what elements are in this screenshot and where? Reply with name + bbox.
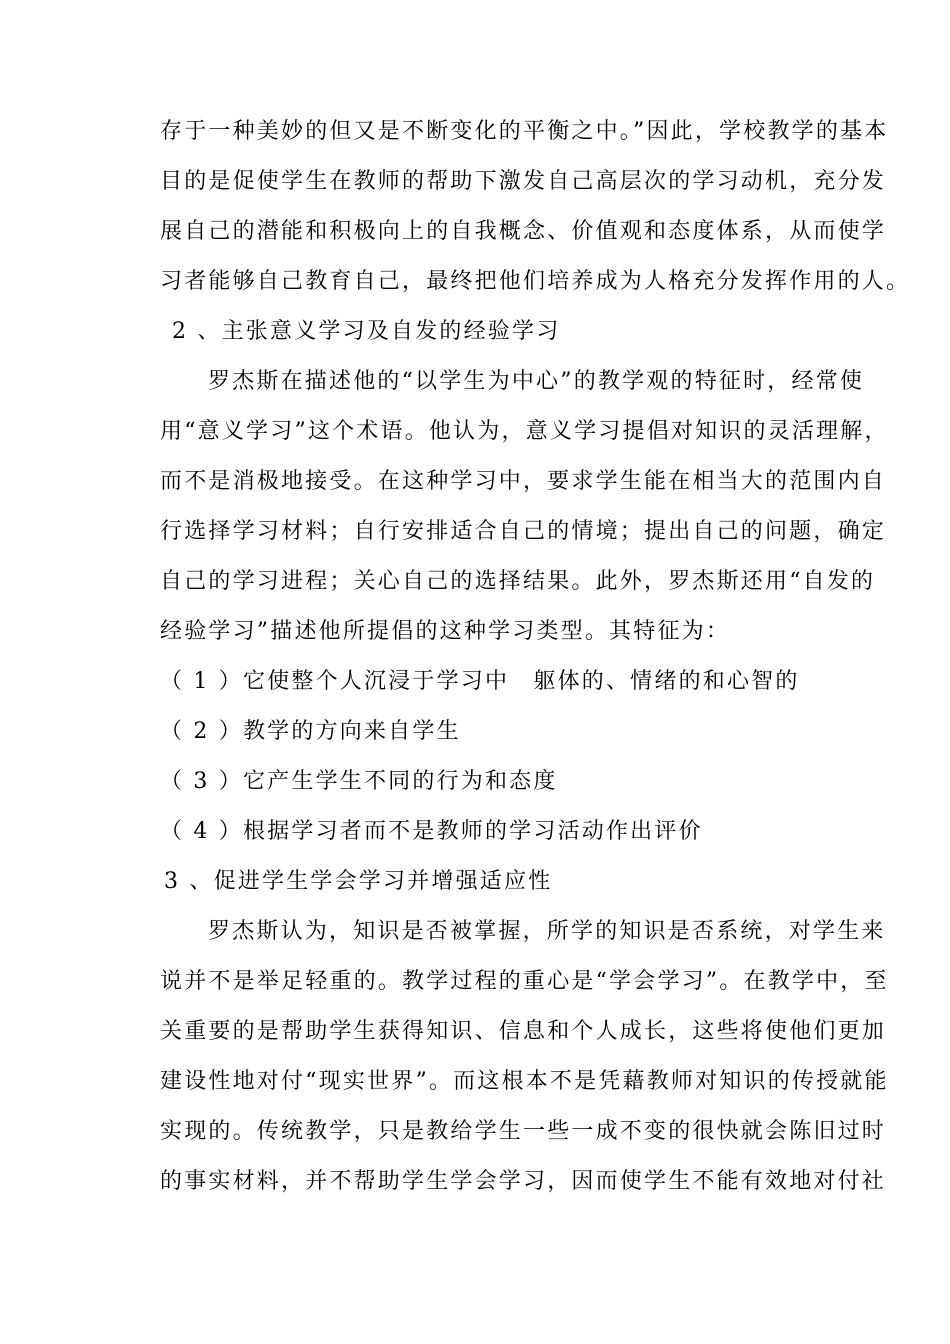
section-heading-2: 2 、主张意义学习及自发的经验学习	[172, 319, 561, 344]
paragraph-1-line: 存于一种美妙的但又是不断变化的平衡之中。”因此，学校教学的基本	[160, 119, 889, 144]
list-item: （ 3 ）它产生学生不同的行为和态度	[160, 769, 558, 794]
list-item: （ 2 ）教学的方向来自学生	[160, 719, 461, 744]
paragraph-3-line: 建设性地对付“现实世界”。而这根本不是凭藉教师对知识的传授就能	[160, 1069, 889, 1094]
paragraph-2-line: 行选择学习材料；自行安排适合自己的情境；提出自己的问题，确定	[160, 519, 887, 544]
list-item: （ 1 ）它使整个人沉浸于学习中 躯体的、情绪的和心智的	[160, 669, 800, 694]
paragraph-2-line: 用“意义学习”这个术语。他认为，意义学习提倡对知识的灵活理解，	[160, 419, 889, 444]
paragraph-1-line: 目的是促使学生在教师的帮助下激发自己高层次的学习动机，充分发	[160, 169, 887, 194]
paragraph-3-line: 说并不是举足轻重的。教学过程的重心是“学会学习”。在教学中，至	[160, 969, 889, 994]
paragraph-2-line: 经验学习”描述他所提倡的这种学习类型。其特征为：	[160, 619, 731, 644]
paragraph-1-line: 展自己的潜能和积极向上的自我概念、价值观和态度体系，从而使学	[160, 219, 887, 244]
paragraph-3-line: 的事实材料，并不帮助学生学会学习，因而使学生不能有效地对付社	[160, 1169, 887, 1194]
paragraph-2-line: 而不是消极地接受。在这种学习中，要求学生能在相当大的范围内自	[160, 469, 887, 494]
paragraph-3-line: 罗杰斯认为，知识是否被掌握，所学的知识是否系统，对学生来	[208, 919, 886, 944]
paragraph-3-line: 关重要的是帮助学生获得知识、信息和个人成长，这些将使他们更加	[160, 1019, 887, 1044]
paragraph-1-line: 习者能够自己教育自己，最终把他们培养成为人格充分发挥作用的人。	[160, 269, 911, 294]
section-heading-3: 3 、促进学生学会学习并增强适应性	[164, 869, 553, 894]
list-item: （ 4 ）根据学习者而不是教师的学习活动作出评价	[160, 819, 703, 844]
paragraph-2-line: 罗杰斯在描述他的“以学生为中心”的教学观的特征时，经常使	[208, 369, 865, 394]
paragraph-2-line: 自己的学习进程；关心自己的选择结果。此外，罗杰斯还用“自发的	[160, 569, 876, 594]
paragraph-3-line: 实现的。传统教学，只是教给学生一些一成不变的很快就会陈旧过时	[160, 1119, 887, 1144]
